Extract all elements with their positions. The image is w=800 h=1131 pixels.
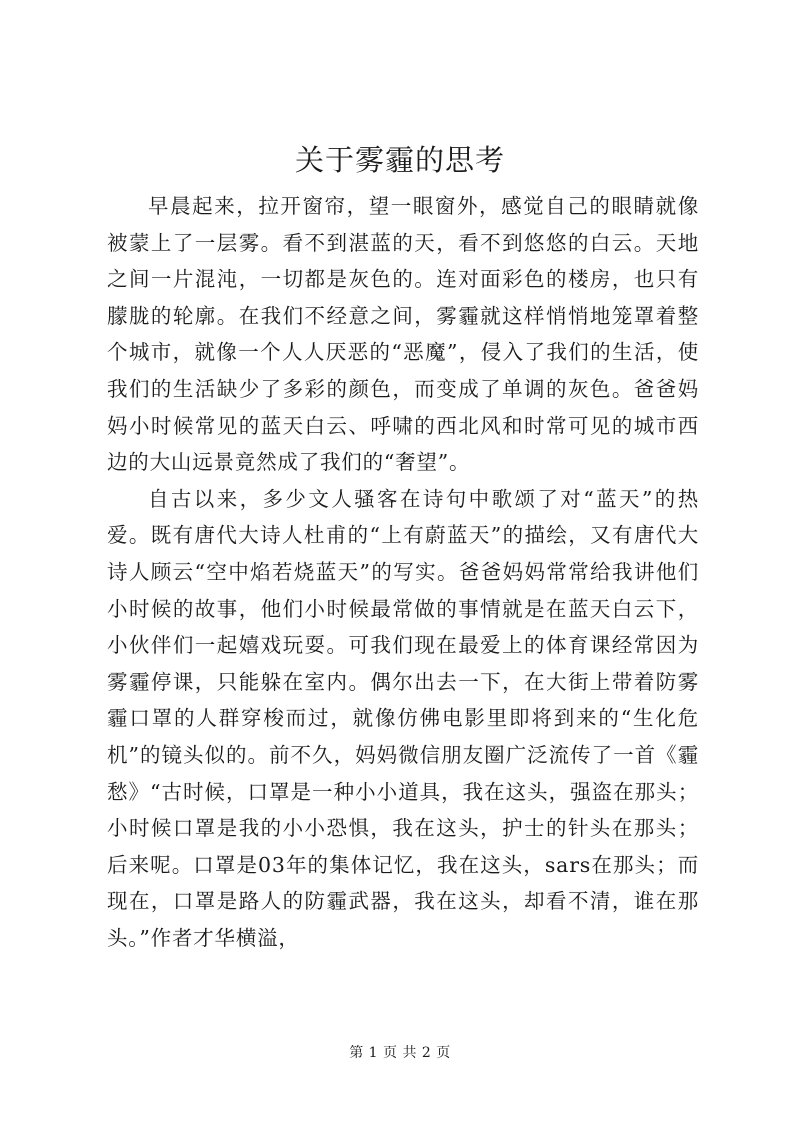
paragraph-2: 自古以来，多少文人骚客在诗句中歌颂了对“蓝天”的热爱。既有唐代大诗人杜甫的“上有蔚蓝天”的描绘，又有唐代大诗人顾云“空中焰若烧蓝天”的写实。爸爸妈妈常常给我讲他们小时候的故事，他们小时候最常做的事情就是在蓝天白云下，小伙伴们一起嬉戏玩耍。可我们现在最爱上的体育课经常因为雾霾停课，只能躲在室内。偶尔出去一下，在大街上带着防雾霾口罩的人群穿梭而过，就像仿佛电影里即将到来的“生化危机”的镜头似的。前不久，妈妈微信朋友圈广泛流传了一首《霾愁》“古时候，口罩是一种小小道具，我在这头，强盗在那头；小时候口罩是我的小小恐惧，我在这头，护士的针头在那头；后来呢。口罩是03年的集体记忆，我在这头，sars在那头；而现在，口罩是路人的防霾武器，我在这头，却看不清，谁在那头。”作者才华横溢， <box>107 486 699 950</box>
paragraph-1: 早晨起来，拉开窗帘，望一眼窗外，感觉自己的眼睛就像被蒙上了一层雾。看不到湛蓝的天，看不到悠悠的白云。天地之间一片混沌，一切都是灰色的。连对面彩色的楼房，也只有朦胧的轮廓。在我们不经意之间，雾霾就这样悄悄地笼罩着整个城市，就像一个人人厌恶的“恶魔”，侵入了我们的生活，使我们的生活缺少了多彩的颜色，而变成了单调的灰色。爸爸妈妈小时候常见的蓝天白云、呼啸的西北风和时常可见的城市西边的大山远景竟然成了我们的“奢望”。 <box>107 194 699 475</box>
document-title: 关于雾霾的思考 <box>294 143 505 177</box>
document-body <box>107 188 699 956</box>
page-footer: 第 1 页 共 2 页 <box>349 1045 451 1061</box>
